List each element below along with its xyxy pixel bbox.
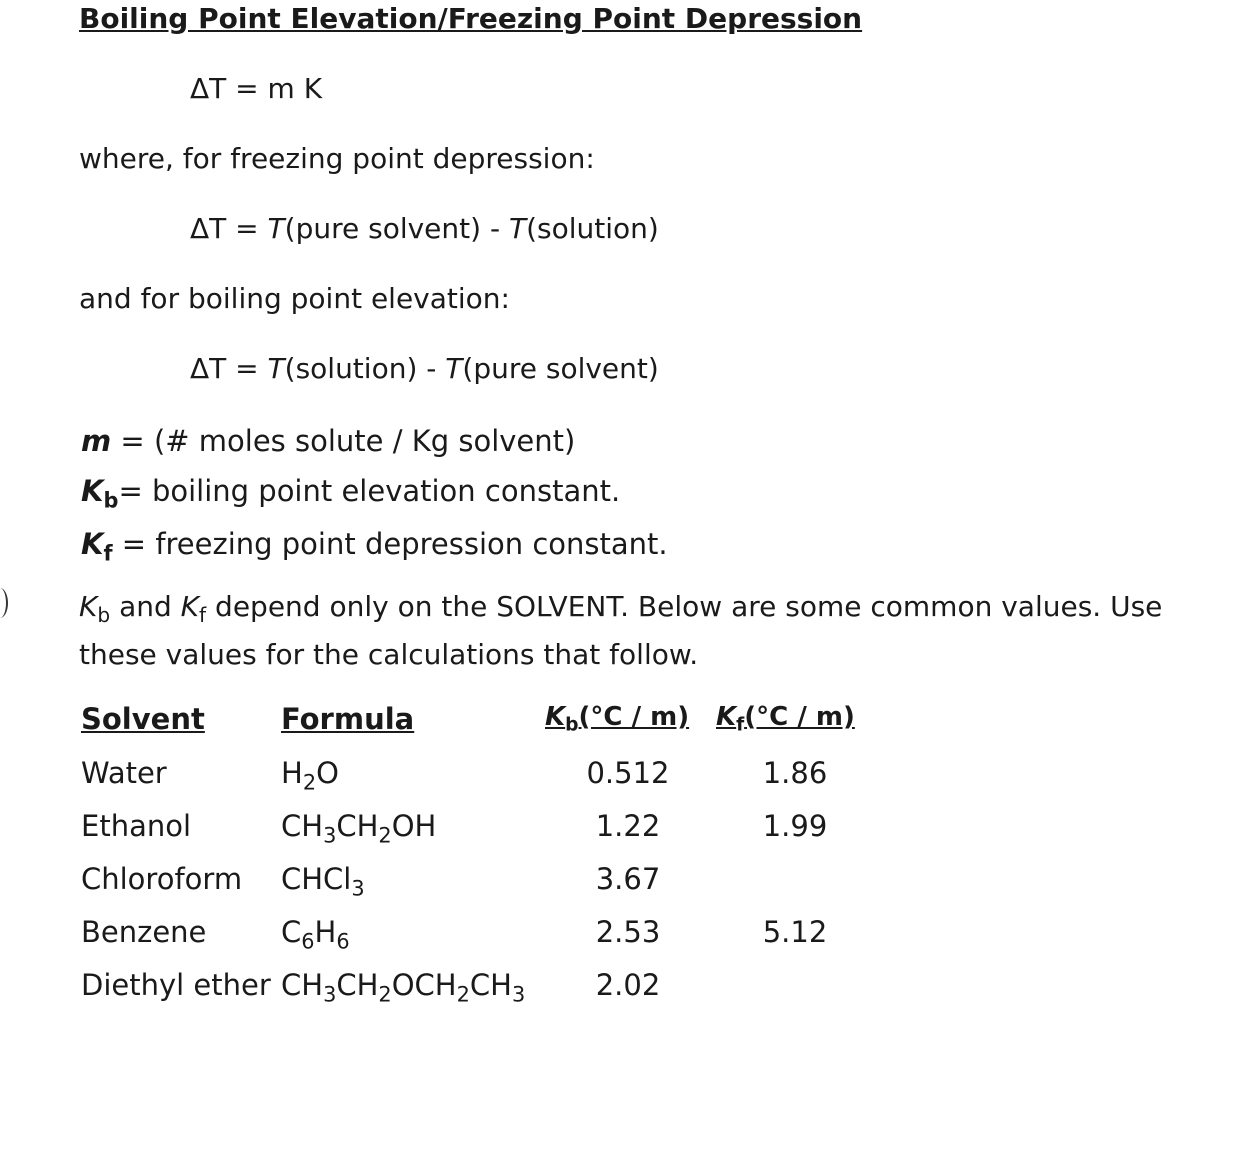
formula-subscript: 6 <box>301 929 315 954</box>
formula-subscript: 3 <box>511 982 526 1007</box>
def-symbol: m <box>81 424 112 458</box>
eq-t2: T <box>445 352 463 385</box>
def-text: = freezing point depression constant. <box>112 527 668 561</box>
edge-mark <box>0 588 8 618</box>
cell-kf: 1.99 <box>762 809 828 843</box>
formula-subscript: 3 <box>323 823 337 848</box>
formula-subscript: 2 <box>456 982 470 1007</box>
cell-solvent: Diethyl ether <box>81 968 271 1002</box>
formula-subscript: 2 <box>378 982 392 1007</box>
eq-suffix: (solution) <box>526 212 659 245</box>
cell-kb: 0.512 <box>586 756 670 790</box>
formula-text: CH <box>281 968 324 1002</box>
formula-subscript: 6 <box>336 929 350 954</box>
note-kf-sub: f <box>199 603 207 628</box>
cell-solvent: Chloroform <box>81 862 243 896</box>
cell-kf: 5.12 <box>762 915 828 949</box>
equation-main: ΔT = m K <box>190 72 323 105</box>
formula-subscript: 2 <box>378 823 392 848</box>
eq-t1: T <box>267 212 285 245</box>
note-kb-symbol: K <box>79 590 98 623</box>
cell-kf: 1.86 <box>762 756 828 790</box>
eq-prefix: ΔT = <box>190 212 268 245</box>
text-where: where, for freezing point depression: <box>79 142 595 175</box>
definition-kf <box>81 527 668 566</box>
def-symbol: K <box>81 474 104 508</box>
cell-solvent: Benzene <box>81 915 207 949</box>
def-sub: f <box>103 541 113 566</box>
note-line1-rest: depend only on the SOLVENT. Below are some common values. Use <box>206 590 1163 623</box>
formula-text: CH <box>336 968 379 1002</box>
eq-suffix: (pure solvent) <box>462 352 659 385</box>
eq-mid: (pure solvent) - <box>284 212 509 245</box>
formula-text: C <box>281 915 302 949</box>
header-kb <box>545 702 690 736</box>
cell-formula <box>281 809 437 848</box>
header-solvent: Solvent <box>81 702 205 736</box>
formula-text: CH <box>281 809 324 843</box>
equation-boiling <box>190 352 659 385</box>
cell-kb: 2.53 <box>595 915 661 949</box>
eq-mid: (solution) - <box>284 352 446 385</box>
formula-text: CH <box>469 968 512 1002</box>
note-line-1 <box>79 590 1163 628</box>
cell-kb: 2.02 <box>595 968 661 1002</box>
def-sub: b <box>103 488 119 513</box>
cell-formula <box>281 968 526 1007</box>
header-kf-sub: f <box>736 714 745 736</box>
formula-text: OCH <box>391 968 457 1002</box>
def-text: = (# moles solute / Kg solvent) <box>111 424 576 458</box>
cell-formula <box>281 915 350 954</box>
cell-kb: 1.22 <box>595 809 661 843</box>
formula-text: O <box>316 756 339 790</box>
def-text: = boiling point elevation constant. <box>118 474 621 508</box>
cell-kb: 3.67 <box>595 862 661 896</box>
equation-freezing <box>190 212 659 245</box>
eq-t1: T <box>267 352 285 385</box>
page-title: Boiling Point Elevation/Freezing Point Depression <box>79 2 863 35</box>
def-symbol: K <box>81 527 104 561</box>
definition-m <box>81 424 575 458</box>
cell-formula <box>281 756 339 795</box>
cell-formula <box>281 862 365 901</box>
formula-text: CH <box>336 809 379 843</box>
note-and: and <box>110 590 181 623</box>
formula-text: H <box>281 756 303 790</box>
note-kb-sub: b <box>97 603 111 628</box>
formula-subscript: 2 <box>302 770 317 795</box>
cell-solvent: Ethanol <box>81 809 192 843</box>
header-kb-symbol: K <box>545 702 566 732</box>
cell-solvent: Water <box>81 756 167 790</box>
header-formula: Formula <box>281 702 415 736</box>
header-kf-unit: (°C / m) <box>744 702 855 732</box>
header-kf-symbol: K <box>716 702 737 732</box>
header-kb-unit: (°C / m) <box>578 702 690 732</box>
formula-text: CHCl <box>281 862 352 896</box>
formula-subscript: 3 <box>351 876 365 901</box>
eq-t2: T <box>508 212 527 245</box>
definition-kb <box>81 474 621 513</box>
formula-text: H <box>314 915 337 949</box>
note-line-2: these values for the calculations that follow. <box>79 638 699 671</box>
text-and: and for boiling point elevation: <box>79 282 510 315</box>
eq-prefix: ΔT = <box>190 352 268 385</box>
note-kf-symbol: K <box>180 590 200 623</box>
header-kf <box>716 702 855 736</box>
formula-subscript: 3 <box>323 982 337 1007</box>
formula-text: OH <box>391 809 437 843</box>
header-kb-sub: b <box>565 714 579 736</box>
